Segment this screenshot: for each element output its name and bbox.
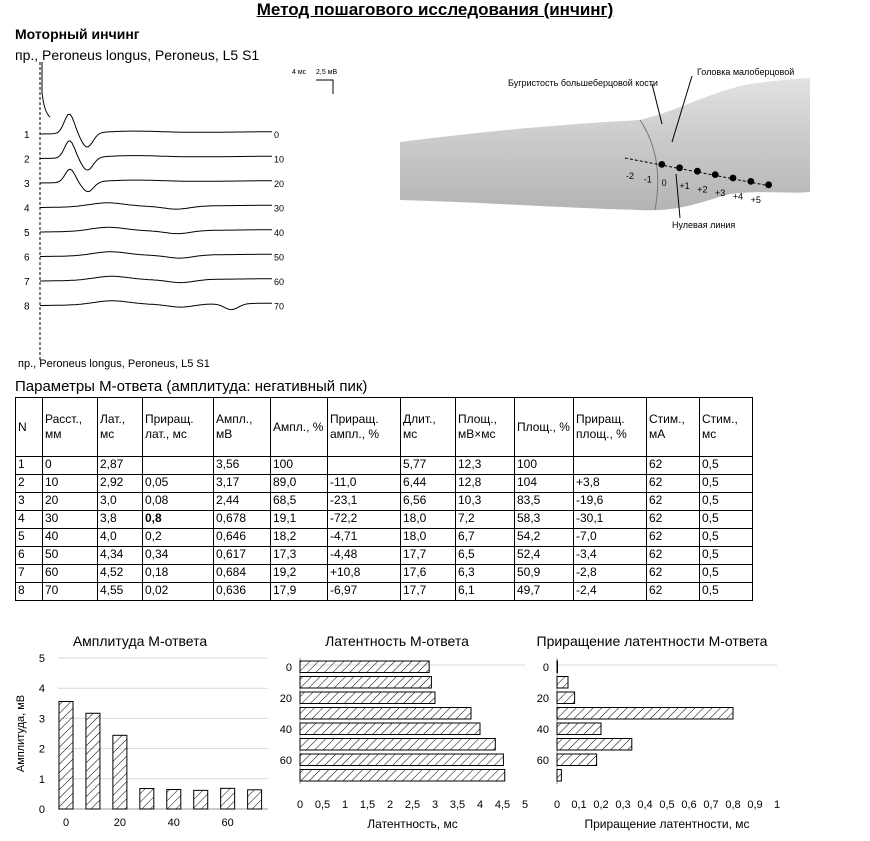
table-cell: 62 — [647, 583, 700, 601]
table-cell: 58,3 — [515, 511, 574, 529]
bar — [194, 790, 208, 809]
table-cell: 62 — [647, 475, 700, 493]
x-tick-label: 0,5 — [659, 799, 675, 811]
y-tick-label: 4 — [38, 683, 45, 696]
table-cell: 0,08 — [143, 493, 214, 511]
table-cell: +10,8 — [328, 565, 401, 583]
y-tick-label: 60 — [536, 754, 549, 767]
table-cell: 0,02 — [143, 583, 214, 601]
bar — [300, 661, 429, 673]
scale-amp-label: 2,5 мВ — [316, 69, 338, 76]
table-cell: 50,9 — [515, 565, 574, 583]
table-cell: 17,6 — [401, 565, 456, 583]
y-tick-label: 0 — [38, 804, 45, 816]
label-tibia: Бугристость большеберцовой кости — [508, 78, 658, 88]
table-row — [16, 493, 753, 511]
stim-point-label: +4 — [732, 191, 744, 202]
x-tick-label: 3 — [431, 799, 439, 811]
table-cell: 54,2 — [515, 529, 574, 547]
table-header-cell: Стим., мА — [647, 398, 700, 457]
table-cell: 5,77 — [401, 457, 456, 475]
table-cell: -30,1 — [574, 511, 647, 529]
table-cell: 4,52 — [98, 565, 143, 583]
table-cell: 2,92 — [98, 475, 143, 493]
stim-point — [730, 175, 737, 182]
table-cell: 83,5 — [515, 493, 574, 511]
table-cell: 49,7 — [515, 583, 574, 601]
x-tick-label: 0,9 — [747, 799, 763, 811]
stim-point — [658, 161, 665, 168]
table-cell: 4,55 — [98, 583, 143, 601]
table-cell: 100 — [515, 457, 574, 475]
table-cell: 18,0 — [401, 511, 456, 529]
table-cell: 62 — [647, 511, 700, 529]
table-cell: 62 — [647, 565, 700, 583]
y-tick-label: 0 — [285, 661, 292, 674]
table-cell: 6,56 — [401, 493, 456, 511]
x-tick-label: 4 — [476, 799, 484, 811]
stim-artifact — [42, 62, 50, 117]
bar — [300, 739, 495, 751]
trace-line — [40, 227, 272, 233]
table-cell: 3,0 — [98, 493, 143, 511]
x-tick-label: 2 — [386, 799, 394, 811]
table-header-cell: Площ., мВ×мс — [456, 398, 515, 457]
table-cell: 19,2 — [271, 565, 328, 583]
stim-point-label: +3 — [715, 188, 726, 198]
table-cell: 17,3 — [271, 547, 328, 565]
table-row — [16, 511, 753, 529]
table-cell: 6,5 — [456, 547, 515, 565]
trace-distance-label: 30 — [274, 203, 285, 214]
trace-distance-label: 70 — [274, 301, 285, 312]
table-header-cell: Стим., мс — [700, 398, 753, 457]
table-cell: -4,71 — [328, 529, 401, 547]
table-cell: -11,0 — [328, 475, 401, 493]
trace-row-number: 6 — [24, 252, 30, 264]
table-cell: 0,5 — [700, 565, 753, 583]
table-cell: 0 — [43, 457, 98, 475]
bar — [557, 692, 575, 704]
bar — [248, 790, 262, 809]
table-header-cell: Расст., мм — [43, 398, 98, 457]
table-cell: 68,5 — [271, 493, 328, 511]
x-axis-label: Приращение латентности, мс — [584, 817, 750, 831]
table-cell: -3,4 — [574, 547, 647, 565]
table-cell: 0,617 — [214, 547, 271, 565]
table-cell: 3,17 — [214, 475, 271, 493]
trace-row-number: 3 — [24, 179, 30, 190]
y-axis-label: Амплитуда, мВ — [15, 694, 27, 773]
bar — [59, 701, 73, 809]
trace-row-number: 5 — [24, 228, 30, 239]
table-cell: 0,5 — [700, 583, 753, 601]
scale-bar — [300, 62, 340, 102]
trace-line — [40, 276, 272, 282]
nerve-label-bottom: пр., Peroneus longus, Peroneus, L5 S1 — [18, 358, 210, 370]
table-row — [16, 547, 753, 565]
table-header-cell: Ампл., % — [271, 398, 328, 457]
params-table — [15, 397, 753, 601]
table-cell: 18,2 — [271, 529, 328, 547]
x-tick-label: 0,7 — [703, 799, 719, 811]
scale-time-label: 4 мс — [292, 69, 307, 76]
table-cell: 6,44 — [401, 475, 456, 493]
y-tick-label: 20 — [536, 692, 549, 705]
table-cell: 0,5 — [700, 457, 753, 475]
table-header-cell: Длит., мс — [401, 398, 456, 457]
table-cell: 17,9 — [271, 583, 328, 601]
table-cell — [328, 457, 401, 475]
table-cell: -7,0 — [574, 529, 647, 547]
trace-row-number: 7 — [24, 277, 30, 288]
table-cell: 6,3 — [456, 565, 515, 583]
x-tick-label: 1,5 — [359, 799, 376, 811]
table-header-cell: Лат., мс — [98, 398, 143, 457]
table-cell: 104 — [515, 475, 574, 493]
table-header-cell: Приращ. лат., мс — [143, 398, 214, 457]
x-tick-label: 0,2 — [593, 799, 609, 811]
stim-point-label: -1 — [643, 174, 652, 185]
table-cell: 20 — [43, 493, 98, 511]
m-response-traces — [0, 62, 338, 362]
x-tick-label: 0,5 — [314, 799, 331, 811]
chart-latency — [275, 628, 540, 838]
leg-illustration — [400, 62, 810, 242]
label-fibula: Головка малоберцовой — [697, 67, 795, 77]
table-cell: 2,44 — [214, 493, 271, 511]
table-cell: 89,0 — [271, 475, 328, 493]
x-tick-label: 0,8 — [725, 799, 741, 811]
table-row — [16, 565, 753, 583]
table-row — [16, 583, 753, 601]
y-tick-label: 3 — [38, 713, 45, 726]
x-tick-label: 0,6 — [681, 799, 697, 811]
y-tick-label: 20 — [279, 692, 292, 705]
x-tick-label: 0,1 — [571, 799, 587, 811]
bar — [167, 789, 181, 809]
table-cell: -72,2 — [328, 511, 401, 529]
table-header-cell: Приращ. ампл., % — [328, 398, 401, 457]
table-cell: 12,3 — [456, 457, 515, 475]
trace-line — [40, 301, 272, 310]
table-cell: 0,678 — [214, 511, 271, 529]
x-tick-label: 1 — [341, 799, 349, 811]
table-cell: 52,4 — [515, 547, 574, 565]
trace-distance-label: 50 — [274, 252, 285, 263]
bar — [557, 770, 561, 782]
table-cell: 17,7 — [401, 547, 456, 565]
page-title: Метод пошагового исследования (инчинг) — [256, 0, 614, 19]
x-tick-label: 2,5 — [404, 799, 421, 811]
table-header-cell: Ампл., мВ — [214, 398, 271, 457]
table-cell: 5 — [16, 529, 43, 547]
y-tick-label: 5 — [38, 653, 45, 665]
table-header-cell: N — [16, 398, 43, 457]
table-cell: 0,5 — [700, 475, 753, 493]
chart-title: Амплитуда М-ответа — [72, 633, 208, 649]
table-cell: 0,18 — [143, 565, 214, 583]
stim-point — [712, 171, 719, 178]
table-cell: 62 — [647, 529, 700, 547]
y-tick-label: 60 — [279, 754, 292, 767]
table-cell: 3 — [16, 493, 43, 511]
bar — [300, 708, 471, 720]
x-tick-label: 0,3 — [615, 799, 631, 811]
trace-row-number: 2 — [24, 154, 30, 166]
table-cell: 4,0 — [98, 529, 143, 547]
leg-shape — [400, 78, 810, 210]
label-zero-line: Нулевая линия — [672, 220, 736, 230]
table-cell: 19,1 — [271, 511, 328, 529]
nerve-label-top: пр., Peroneus longus, Peroneus, L5 S1 — [15, 47, 260, 63]
table-cell: 60 — [43, 565, 98, 583]
trace-line — [40, 169, 272, 192]
bar — [113, 735, 127, 809]
chart-amplitude — [0, 628, 275, 838]
table-cell: 0,5 — [700, 493, 753, 511]
trace-distance-label: 60 — [274, 277, 285, 287]
y-tick-label: 2 — [38, 743, 45, 756]
table-cell: 18,0 — [401, 529, 456, 547]
table-cell: 0,684 — [214, 565, 271, 583]
stim-point — [765, 181, 772, 188]
x-tick-label: 5 — [521, 799, 529, 811]
section-subtitle: Моторный инчинг — [15, 26, 140, 42]
table-cell: 50 — [43, 547, 98, 565]
trace-line — [40, 114, 272, 147]
table-row — [16, 457, 753, 475]
table-cell: 6 — [16, 547, 43, 565]
table-cell: -4,48 — [328, 547, 401, 565]
bar — [557, 754, 597, 766]
x-tick-label: 0 — [62, 817, 70, 829]
table-header-cell: Приращ. площ., % — [574, 398, 647, 457]
stim-point-label: 0 — [661, 177, 667, 188]
traces-group — [24, 62, 284, 313]
chart-title: Латентность М-ответа — [325, 633, 469, 649]
table-cell: 62 — [647, 457, 700, 475]
table-cell: 0,5 — [700, 529, 753, 547]
stim-point — [747, 178, 754, 185]
table-cell: 40 — [43, 529, 98, 547]
table-cell: 12,8 — [456, 475, 515, 493]
stim-point — [694, 168, 701, 175]
table-cell: 0,2 — [143, 529, 214, 547]
table-cell: -2,8 — [574, 565, 647, 583]
x-tick-label: 0 — [553, 799, 561, 811]
table-cell: 10 — [43, 475, 98, 493]
table-cell: 0,34 — [143, 547, 214, 565]
table-cell: -23,1 — [328, 493, 401, 511]
bar — [140, 789, 154, 809]
table-cell: 30 — [43, 511, 98, 529]
stim-point-label: +2 — [697, 184, 708, 195]
stim-point-label: +1 — [679, 181, 690, 192]
x-tick-label: 0 — [296, 799, 304, 811]
trace-row-number: 8 — [24, 301, 30, 313]
table-cell: 100 — [271, 457, 328, 475]
table-cell: 6,7 — [456, 529, 515, 547]
table-cell: 0,5 — [700, 547, 753, 565]
stim-point — [676, 164, 683, 171]
bar — [300, 770, 505, 782]
bar — [221, 788, 235, 809]
table-cell: -2,4 — [574, 583, 647, 601]
table-cell: 2 — [16, 475, 43, 493]
bar — [557, 739, 632, 751]
bar — [300, 754, 503, 766]
trace-line — [40, 252, 272, 258]
bar — [557, 661, 558, 673]
x-tick-label: 60 — [221, 817, 234, 829]
table-cell: 10,3 — [456, 493, 515, 511]
bar — [557, 723, 601, 735]
x-axis-label: Латентность, мс — [367, 817, 458, 831]
y-tick-label: 40 — [279, 723, 292, 736]
table-cell: 2,87 — [98, 457, 143, 475]
table-cell: 70 — [43, 583, 98, 601]
table-body — [16, 457, 753, 601]
table-row — [16, 475, 753, 493]
table-header-cell: Площ., % — [515, 398, 574, 457]
table-cell: 62 — [647, 493, 700, 511]
y-tick-label: 1 — [38, 773, 45, 786]
trace-row-number: 4 — [24, 203, 30, 215]
bar — [557, 708, 733, 720]
table-caption: Параметры М-ответа (амплитуда: негативный пик) — [15, 378, 368, 395]
table-cell: 0,05 — [143, 475, 214, 493]
y-tick-label: 0 — [542, 661, 549, 674]
chart-latency-increment — [520, 628, 810, 838]
table-cell: 0,646 — [214, 529, 271, 547]
table-cell — [143, 457, 214, 475]
x-tick-label: 4,5 — [494, 799, 511, 811]
table-cell: 3,56 — [214, 457, 271, 475]
trace-line — [40, 141, 272, 170]
trace-row-number: 1 — [24, 130, 30, 141]
x-tick-label: 20 — [113, 817, 127, 829]
table-cell: 1 — [16, 457, 43, 475]
table-cell: 8 — [16, 583, 43, 601]
trace-distance-label: 20 — [274, 179, 285, 189]
stim-point-label: +5 — [750, 194, 761, 205]
x-tick-label: 40 — [167, 817, 180, 829]
table-cell: 0,5 — [700, 511, 753, 529]
table-cell: 62 — [647, 547, 700, 565]
table-cell: 7 — [16, 565, 43, 583]
trace-line — [40, 203, 272, 209]
table-header-row — [16, 398, 753, 457]
table-cell: -6,97 — [328, 583, 401, 601]
table-row — [16, 529, 753, 547]
table-cell: 0,636 — [214, 583, 271, 601]
table-cell: 3,8 — [98, 511, 143, 529]
trace-distance-label: 10 — [274, 154, 285, 165]
table-cell: -19,6 — [574, 493, 647, 511]
table-cell — [574, 457, 647, 475]
x-tick-label: 0,4 — [637, 799, 653, 811]
bar — [86, 713, 100, 809]
stim-point-label: -2 — [626, 171, 635, 181]
table-cell: +3,8 — [574, 475, 647, 493]
table-cell: 6,1 — [456, 583, 515, 601]
chart-title: Приращение латентности М-ответа — [536, 633, 768, 649]
trace-distance-label: 0 — [274, 130, 280, 140]
bar — [300, 677, 431, 689]
trace-distance-label: 40 — [274, 228, 285, 238]
x-tick-label: 3,5 — [449, 799, 466, 811]
x-tick-label: 1 — [773, 799, 781, 811]
bar — [300, 723, 480, 735]
y-tick-label: 40 — [536, 723, 549, 736]
table-cell: 0,8 — [143, 511, 214, 529]
table-cell: 7,2 — [456, 511, 515, 529]
bar — [300, 692, 435, 704]
bar — [557, 677, 568, 689]
table-cell: 4 — [16, 511, 43, 529]
table-cell: 17,7 — [401, 583, 456, 601]
table-cell: 4,34 — [98, 547, 143, 565]
